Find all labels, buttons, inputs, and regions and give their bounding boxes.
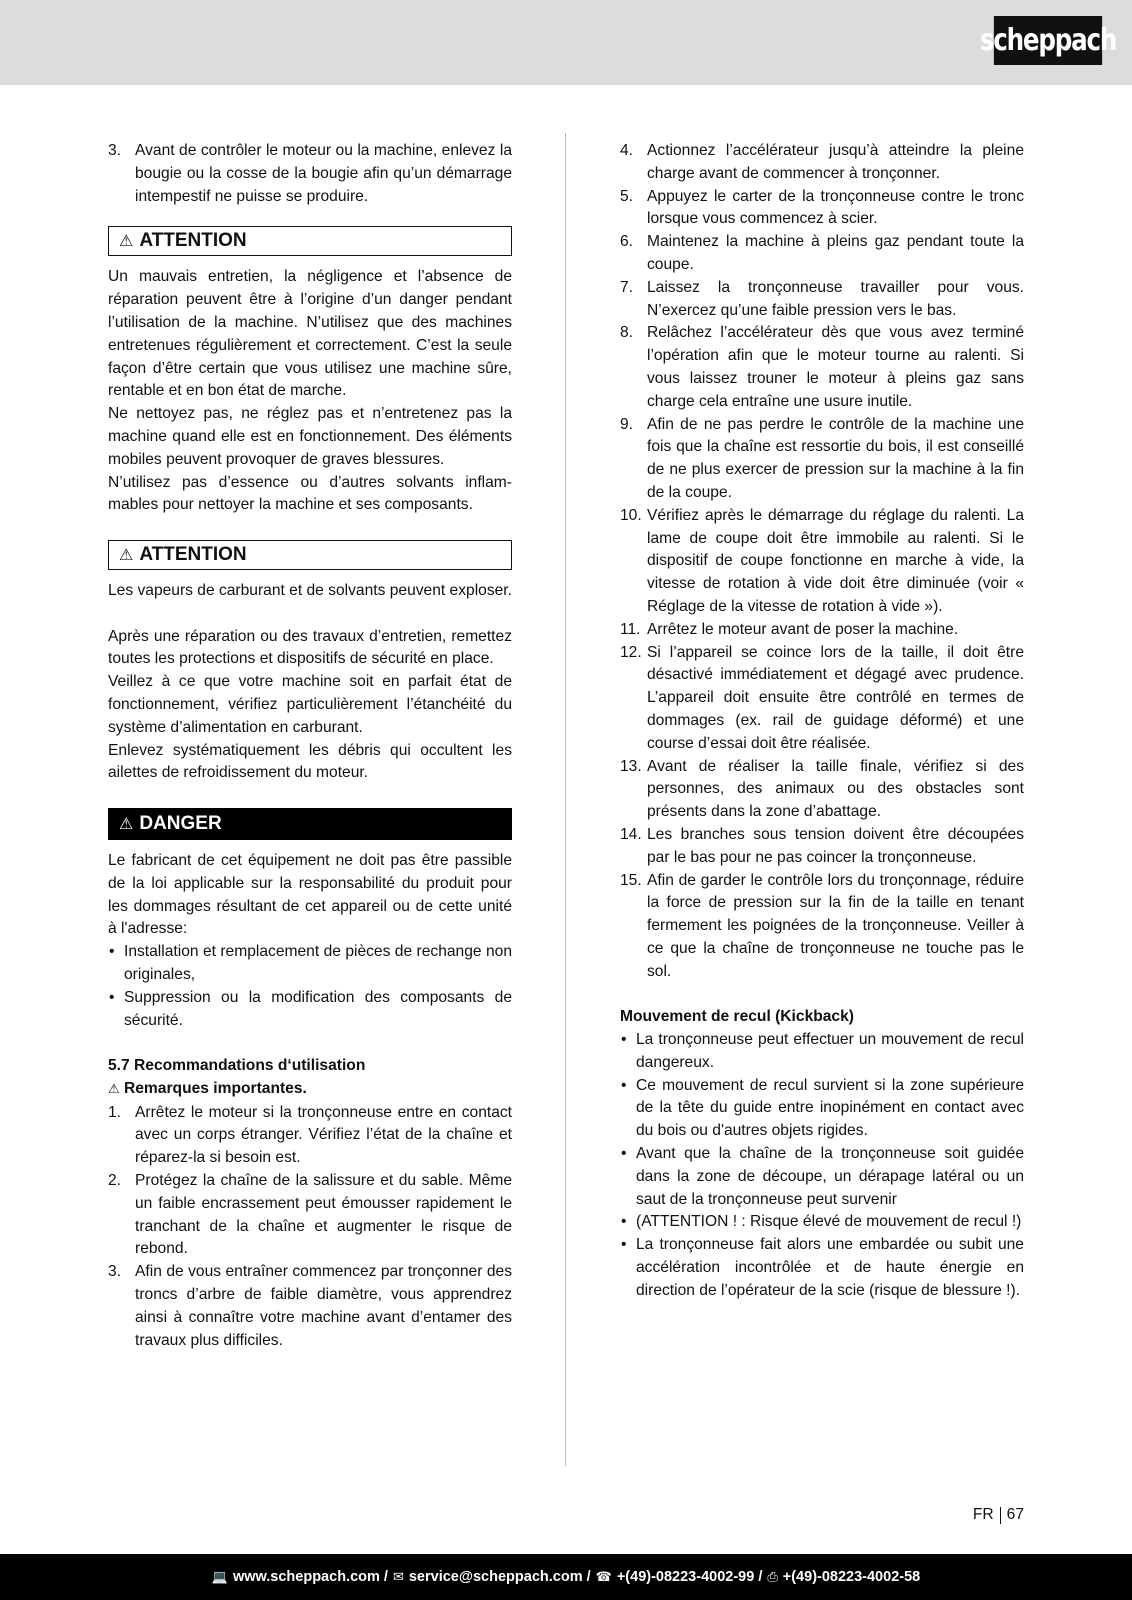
fax-icon: ⎙ [767,1569,778,1585]
list-item: • (ATTENTION ! : Risque élevé de mouvement de recul !) [621,1213,1022,1231]
mail-icon: ✉ [392,1569,404,1585]
attention-box-2 [108,540,512,570]
footer-website: www.scheppach.com / [232,1569,388,1585]
list-item: 11. Arrêtez le moteur avant de poser la machine. [620,620,959,638]
footer-email: service@scheppach.com / [408,1569,591,1585]
list-item: • La tronçonneuse fait alors une embardée ou subit une accélération incontrôlée et de haute énergie en direction de l’opérateur de la scie (risque de blessure !). [621,1236,1024,1299]
page-number [973,1506,1024,1524]
warning-triangle-icon: ⚠ [108,1081,120,1097]
list-item: • Suppression ou la modification des composants de sécurité. [109,988,512,1029]
list-item: 5. Appuyez le carter de la tronçonneuse contre le tronc lorsque vous commencez à scier. [620,187,1024,228]
page-language: FR [972,1506,994,1523]
paragraph: N’utilisez pas d’essence ou d’autres solvants inflammables pour nettoyer la machine et ses composants. [108,473,512,514]
list-item: • Avant que la chaîne de la tronçonneuse soit guidée dans la zone de découpe, un dérapage latéral ou un saut de la tronçonneuse peut survenir [621,1145,1024,1208]
remarks-heading: ⚠ Remarques importantes. [108,1079,307,1097]
paragraph: Ne nettoyez pas, ne réglez pas et n’entretenez pas la machine quand elle est en fonctionnement. Des éléments mobiles peuvent provoquer de graves blessures. [108,405,512,468]
footer-fax: +(49)-08223-4002-58 [782,1569,921,1585]
list-item: 13. Avant de réaliser la taille finale, vérifiez si des personnes, des animaux ou des obstacles sont présents dans la zone d’abattage. [620,757,1024,821]
left-column [108,140,512,1352]
list-text: Avant de contrôler le moteur ou la machine, enlevez la bougie ou la cosse de la bougie afin qu’un démarrage intempestif ne puisse se produire. [135,142,512,205]
list-item: 2. Protégez la chaîne de la salissure et du sable. Même un faible encrassement peut émousser rapidement le tranchant de la chaîne et augmenter le risque de rebond. [108,1172,512,1258]
numbered-list-continued [620,140,1024,983]
danger-box [108,808,512,840]
list-item: 7. Laissez la tronçonneuse travailler pour vous. N’exercez qu’une faible pression vers le bas. [620,278,1024,319]
bullet-list [108,941,512,1032]
warning-triangle-icon: ⚠ [119,813,134,833]
list-item: • La tronçonneuse peut effectuer un mouvement de recul dangereux. [621,1031,1024,1071]
header-band [0,0,1132,85]
list-item: 10. Vérifiez après le démarrage du réglage du ralenti. La lame de coupe doit être immobile au ralenti. Si le dispositif de coupe fonctionne en marche à vide, la vitesse de rotation à vide doit être diminuée (voir « Réglage de la vitesse de rotation à vide »). [620,506,1024,615]
paragraph: Le fabricant de cet équipement ne doit pas être passible de la loi applicable sur la responsabilité du produit pour les dommages résultant de cet appareil ou de cette unité à l'adresse: [108,851,512,938]
attention-title: ATTENTION [139,543,247,565]
paragraph: Enlevez systématiquement les débris qui occultent les ailettes de refroidissement du moteur. [108,741,512,782]
paragraph: Un mauvais entretien, la négligence et l’absence de réparation peuvent être à l’origine d’un danger pendant l’utilisation de la machine. N’utilisez que des machines entretenues régulièrement et correctement. C’est la seule façon d’être certain que vous utilisez une machine sûre, rentable et en bon état de marche. [108,268,512,400]
list-item: 6. Maintenez la machine à pleins gaz pendant toute la coupe. [620,233,1024,273]
page-number-value: 67 [1006,1506,1024,1523]
footer-contact-bar [0,1554,1132,1600]
paragraph: Les vapeurs de carburant et de solvants peuvent exploser. [108,581,512,599]
phone-icon: ☎ [595,1569,612,1585]
list-item [108,140,512,208]
list-item: 9. Afin de ne pas perdre le contrôle de la machine une fois que la chaîne est ressortie du bois, il est conseillé de ne plus exercer de pression sur la machine à la fin de la coupe. [620,415,1024,501]
bullet-list [620,1029,1024,1303]
list-item: 3. Afin de vous entraîner commencez par tronçonner des troncs d’arbre de faible diamètre, vous apprendrez ainsi à connaître votre machine avant d’entamer des travaux plus difficiles. [108,1263,512,1349]
warning-triangle-icon: ⚠ [119,544,134,564]
list-item: 15. Afin de garder le contrôle lors du tronçonnage, réduire la force de pression sur la fin de la taille en tenant fermement les poignées de la tronçonneuse. Veiller à ce que la chaîne de tronçonneuse ne touche pas le sol. [620,871,1024,980]
warning-triangle-icon: ⚠ [119,230,134,250]
list-item: • Installation et remplacement de pièces de rechange non originales, [109,943,512,983]
attention-title: ATTENTION [139,229,247,251]
list-item: 8. Relâchez l’accélérateur dès que vous avez terminé l’opération afin que le moteur tourne au ralenti. Si vous laissez trouner le moteur à pleins gaz sans charge cela entraîne une usure inutile. [620,324,1024,410]
list-item: 4. Actionnez l’accélérateur jusqu’à atteindre la pleine charge avant de commencer à tronçonner. [620,142,1024,182]
list-number: 3. [108,142,122,159]
attention-box-1 [108,226,512,256]
brand-logo: scheppach [994,16,1102,65]
list-item: 12. Si l’appareil se coince lors de la taille, il doit être désactivé immédiatement et dégagé avec prudence. L’appareil doit ensuite être contrôlé en termes de dommages (ex. rail de guidage déformé) et une course d’essai doit être réalisée. [620,643,1024,752]
paragraph: Après une réparation ou des travaux d’entretien, remettez toutes les protections et dispositifs de sécurité en place. [108,627,512,668]
page-number-divider [1000,1507,1001,1524]
right-column [620,140,1024,1303]
list-item: • Ce mouvement de recul survient si la zone supérieure de la tête du guide entre inopinément en contact avec du bois ou d'autres objets rigides. [621,1076,1024,1140]
danger-title: DANGER [139,812,222,834]
footer-phone: +(49)-08223-4002-99 / [616,1569,763,1585]
numbered-list [108,1102,512,1353]
list-item: 1. Arrêtez le moteur si la tronçonneuse entre en contact avec un corps étranger. Vérifiez l’état de la chaîne et réparez-la si besoin est. [108,1103,512,1167]
section-heading: 5.7 Recommandations d‘utilisation [108,1057,366,1075]
kickback-heading: Mouvement de recul (Kickback) [620,1008,854,1026]
numbered-list-continued [108,140,512,208]
paragraph: Veillez à ce que votre machine soit en parfait état de fonctionnement, vérifiez particulièrement l’étanchéité du système d’alimentation en carburant. [108,673,512,736]
computer-icon: 💻 [211,1569,228,1585]
list-item: 14. Les branches sous tension doivent être découpées par le bas pour ne pas coincer la tronçonneuse. [620,825,1024,866]
column-divider [565,133,566,1466]
